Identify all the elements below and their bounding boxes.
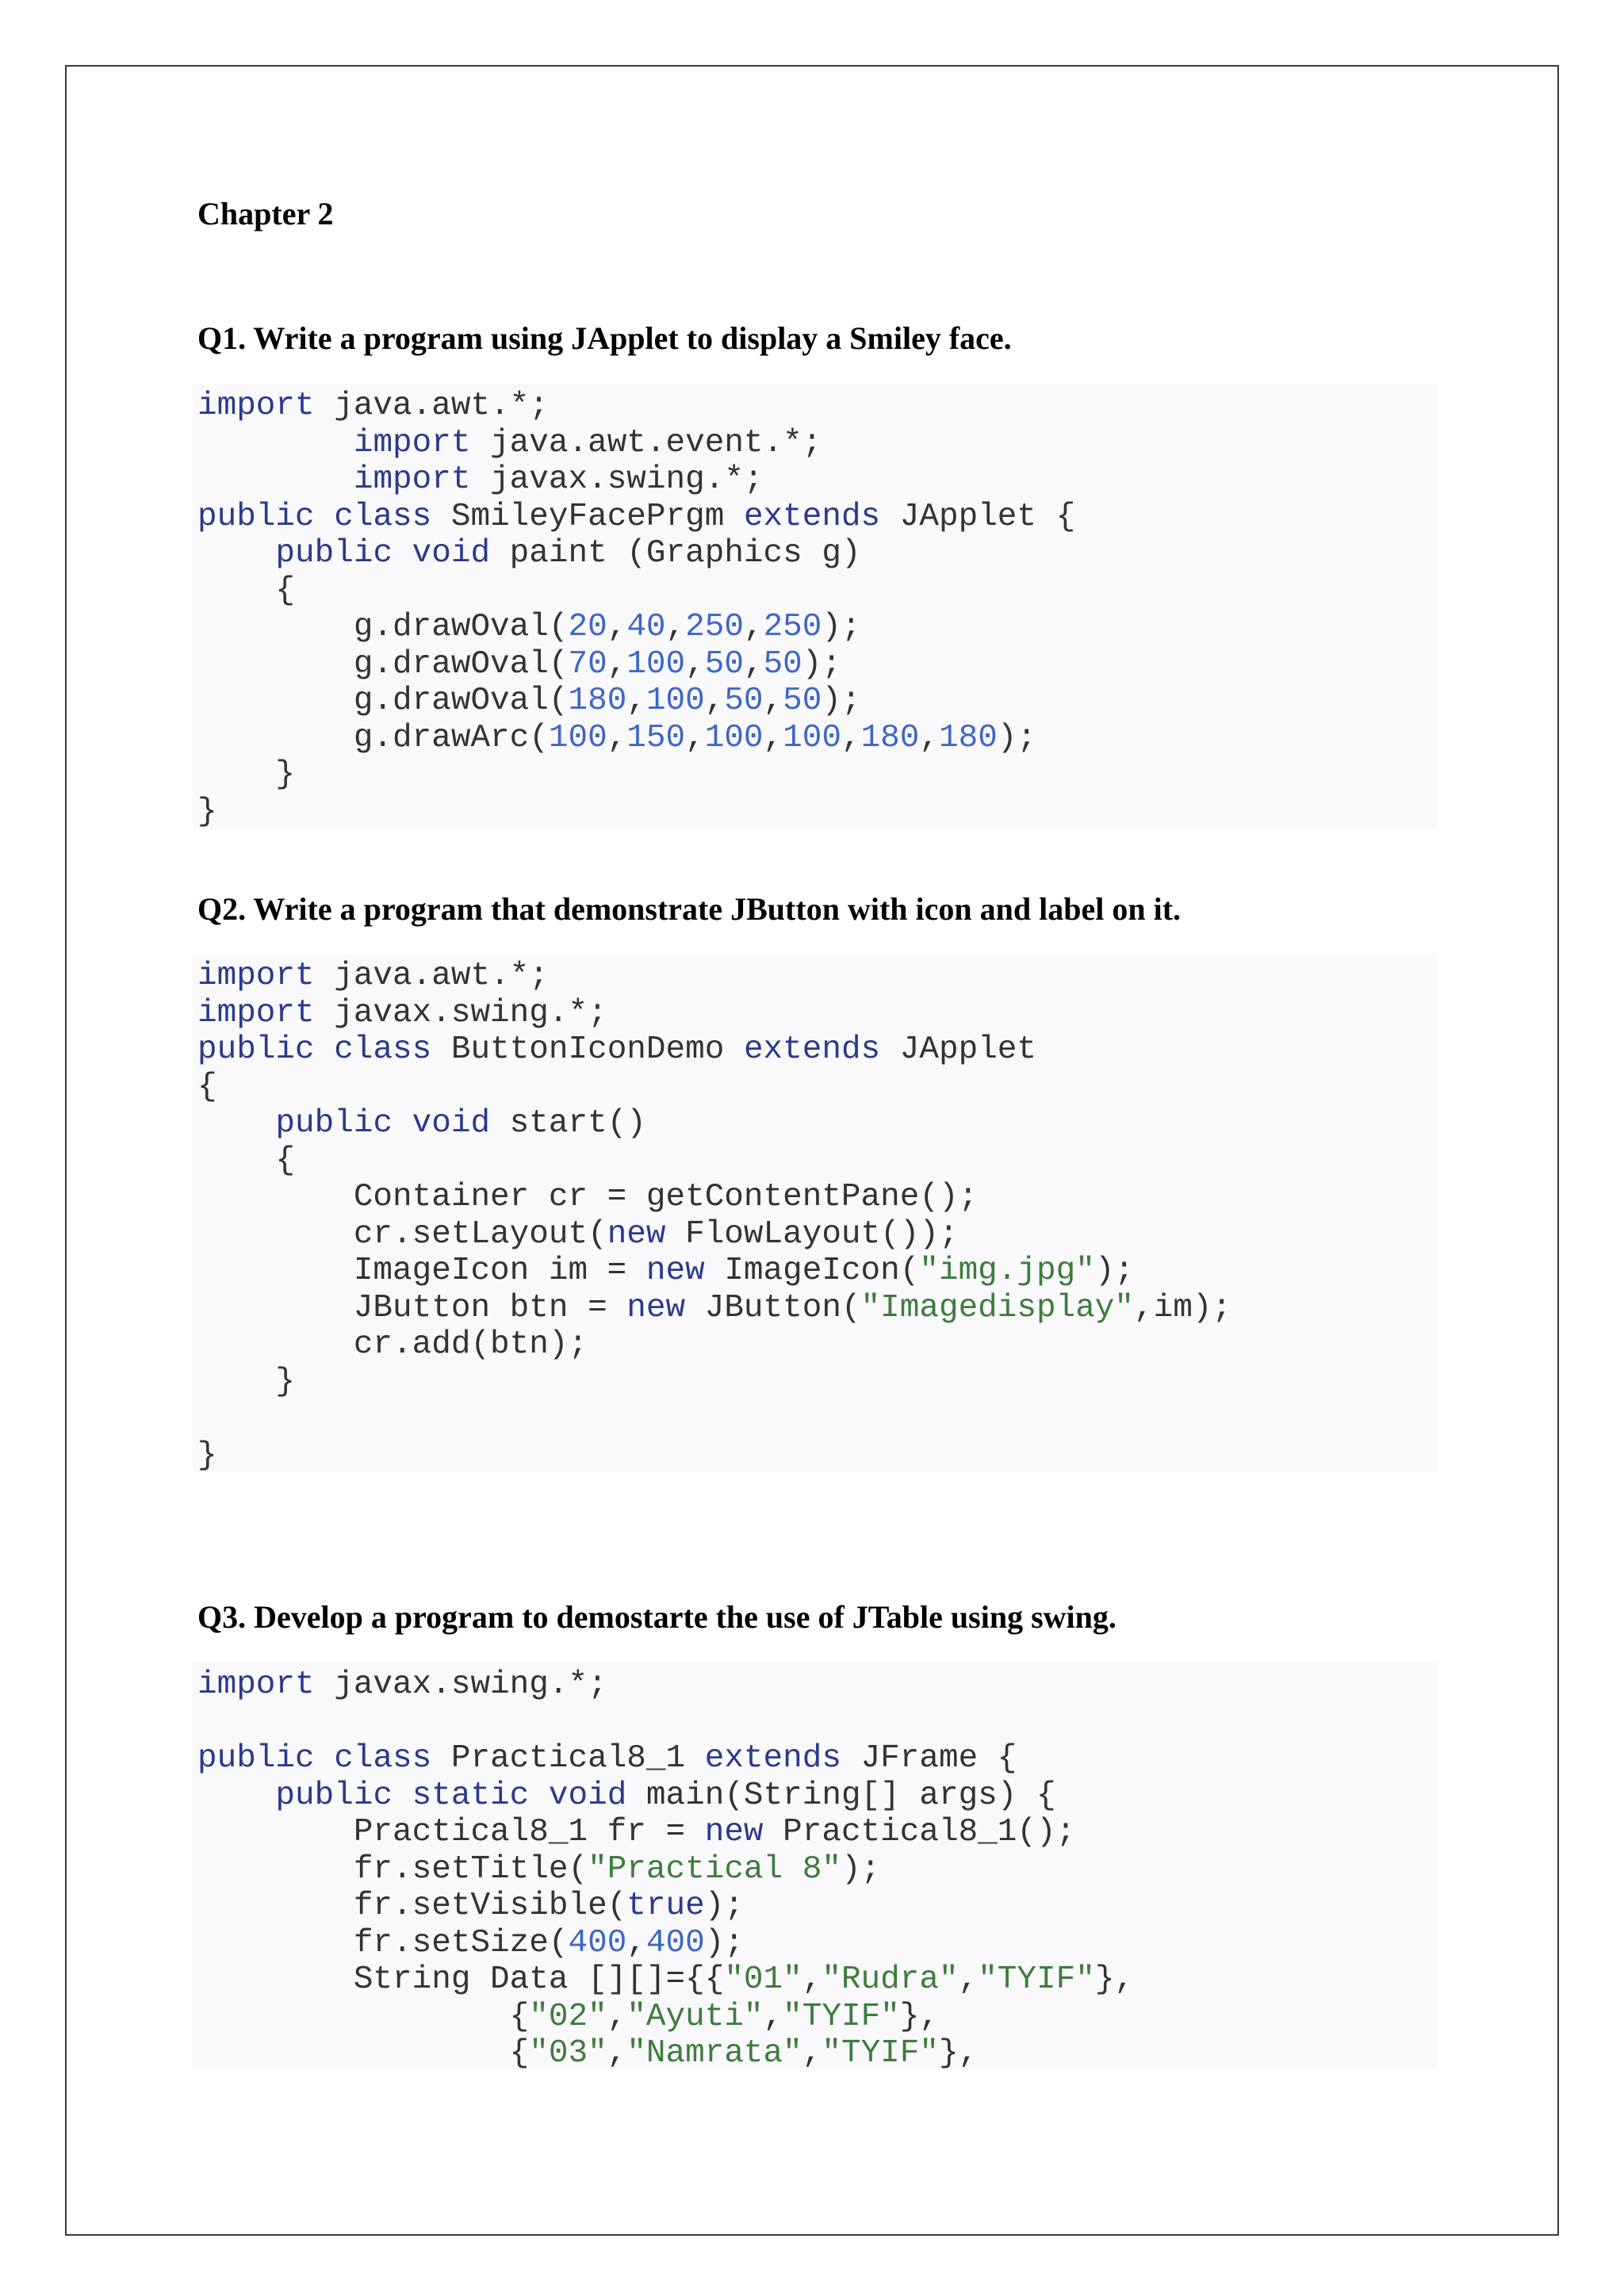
code-block-q2	[193, 954, 1438, 1472]
chapter-title: Chapter 2	[197, 196, 334, 232]
code-token	[315, 1740, 335, 1777]
code-token: javax.swing.*;	[314, 994, 607, 1031]
code-token: class	[334, 1031, 432, 1068]
code-token: "Namrata"	[626, 2035, 802, 2070]
code-token: );	[997, 719, 1037, 756]
code-token: ,	[685, 719, 705, 756]
code-token: );	[822, 683, 861, 719]
code-token	[315, 499, 335, 535]
code-token: class	[334, 498, 432, 535]
code-token: extends	[704, 1740, 841, 1777]
code-token: 100	[626, 645, 686, 683]
code-line	[197, 958, 1438, 995]
code-token: "Rudra"	[822, 1961, 959, 1998]
code-line	[197, 1179, 1438, 1216]
code-token: }	[197, 1363, 296, 1400]
code-line	[197, 1326, 1438, 1364]
code-token: cr.add(btn);	[197, 1326, 588, 1363]
code-token: );	[704, 1924, 744, 1961]
code-token: ,im);	[1134, 1289, 1232, 1326]
code-token: ,	[802, 1961, 822, 1998]
code-token: 50	[783, 683, 822, 719]
code-token: ,	[763, 719, 783, 756]
code-token: new	[645, 1253, 705, 1289]
code-token: {	[197, 1998, 530, 2035]
code-token: ButtonIconDemo	[431, 1031, 744, 1068]
code-token: );	[1094, 1253, 1135, 1289]
code-line	[197, 1253, 1438, 1290]
code-token	[393, 535, 412, 572]
code-line	[197, 1437, 1438, 1473]
code-token: "01"	[724, 1961, 802, 1998]
code-block-q3	[193, 1663, 1438, 2070]
code-token: extends	[743, 1031, 881, 1068]
code-token: import	[197, 388, 315, 424]
code-line	[197, 1704, 1438, 1741]
code-token: java.awt.event.*;	[470, 424, 822, 461]
code-token: {	[197, 572, 296, 609]
code-token: public	[197, 1740, 315, 1777]
code-line	[197, 388, 1438, 425]
code-token: public	[275, 1105, 393, 1142]
code-token: ,	[626, 1924, 646, 1961]
code-token: fr.setTitle(	[197, 1850, 588, 1888]
code-token: );	[822, 609, 861, 645]
code-token: main(String[] args) {	[626, 1777, 1056, 1814]
code-line	[197, 1814, 1438, 1851]
code-line	[197, 1069, 1438, 1106]
code-token: );	[841, 1850, 881, 1888]
code-token: );	[704, 1888, 744, 1924]
code-token: },	[1094, 1961, 1135, 1998]
code-token: public	[197, 498, 315, 535]
code-token: ,	[607, 1998, 627, 2035]
code-token: new	[704, 1814, 764, 1850]
code-line	[197, 683, 1438, 720]
code-token	[393, 1777, 412, 1814]
code-token: Practical8_1 fr =	[197, 1814, 705, 1850]
code-line	[197, 1961, 1438, 1999]
code-token: },	[899, 1998, 939, 2035]
code-token	[197, 461, 354, 498]
code-token: ,	[607, 609, 627, 645]
code-token: java.awt.*;	[314, 388, 549, 424]
code-line	[197, 1925, 1438, 1962]
code-token: JButton(	[685, 1289, 861, 1326]
code-token: import	[197, 958, 315, 994]
code-line	[197, 1142, 1438, 1180]
code-token: "Ayuti"	[626, 1998, 764, 2035]
code-token: SmileyFacePrgm	[431, 498, 744, 535]
code-token: g.drawOval(	[197, 609, 569, 645]
code-token: 50	[704, 645, 744, 683]
code-line	[197, 461, 1438, 499]
code-block-q1	[193, 384, 1438, 829]
code-token: ,	[665, 609, 686, 645]
code-token: JFrame {	[841, 1740, 1017, 1777]
code-line	[197, 756, 1438, 794]
code-token: 40	[626, 609, 666, 645]
code-line	[197, 646, 1438, 683]
code-token: 20	[568, 609, 607, 645]
code-token: true	[626, 1888, 705, 1924]
code-token: JButton btn =	[197, 1289, 627, 1326]
code-token: void	[548, 1777, 627, 1814]
code-line	[197, 995, 1438, 1032]
code-line	[197, 609, 1438, 646]
code-token: 100	[783, 719, 841, 756]
code-token: import	[353, 424, 471, 461]
code-token: ,	[763, 1998, 783, 2035]
code-token: 50	[724, 683, 764, 719]
code-token: public	[197, 1031, 315, 1068]
question-3-heading: Q3. Develop a program to demostarte the use of JTable using swing.	[197, 1599, 1116, 1635]
code-token: ,	[607, 2035, 627, 2070]
code-token	[197, 1105, 275, 1142]
code-token: "TYIF"	[978, 1961, 1095, 1998]
code-token: void	[412, 535, 491, 572]
code-token: "TYIF"	[822, 2035, 939, 2070]
code-line	[197, 1851, 1438, 1888]
code-token: ,	[958, 1961, 979, 1998]
code-token: import	[197, 994, 315, 1031]
code-line	[197, 572, 1438, 610]
code-token: "TYIF"	[783, 1998, 900, 2035]
code-token: "img.jpg"	[919, 1253, 1095, 1289]
code-token: Practical8_1();	[763, 1814, 1076, 1850]
code-token: g.drawOval(	[197, 683, 569, 719]
code-token: );	[802, 645, 841, 683]
code-line	[197, 1740, 1438, 1777]
code-token: ,	[626, 683, 646, 719]
code-token: g.drawArc(	[197, 719, 549, 756]
code-token: public	[275, 1777, 393, 1814]
code-token: "Practical 8"	[588, 1850, 841, 1888]
code-token: 150	[626, 719, 686, 756]
code-token: {	[197, 1142, 296, 1179]
code-line	[197, 1216, 1438, 1253]
code-token: g.drawOval(	[197, 645, 569, 683]
code-line	[197, 1888, 1438, 1925]
code-token: String Data [][]={{	[197, 1961, 725, 1998]
code-token: start()	[490, 1105, 646, 1142]
code-line	[197, 1290, 1438, 1327]
code-line	[197, 1667, 1438, 1704]
code-line	[197, 794, 1438, 830]
question-2-heading: Q2. Write a program that demonstrate JButton with icon and label on it.	[197, 891, 1182, 927]
code-token: fr.setVisible(	[197, 1888, 627, 1924]
code-token: ,	[685, 645, 705, 683]
code-token	[197, 535, 275, 572]
code-token: fr.setSize(	[197, 1924, 569, 1961]
code-token: void	[412, 1105, 491, 1142]
code-token	[197, 1777, 275, 1814]
code-token: 250	[685, 609, 744, 645]
code-line	[197, 1777, 1438, 1815]
code-token: Practical8_1	[431, 1740, 705, 1777]
code-token: 100	[704, 719, 764, 756]
code-token: }	[197, 793, 217, 829]
code-token	[315, 1031, 335, 1068]
code-token: ,	[841, 719, 861, 756]
code-token: 400	[645, 1924, 705, 1961]
code-token: ,	[763, 683, 783, 719]
code-line	[197, 1105, 1438, 1142]
code-token: new	[626, 1289, 686, 1326]
code-token: 70	[568, 645, 607, 683]
code-line	[197, 1400, 1438, 1437]
code-token: "Imagedisplay"	[860, 1289, 1135, 1326]
code-token: public	[275, 535, 393, 572]
code-token: import	[353, 461, 471, 498]
code-line	[197, 499, 1438, 536]
code-token: JApplet {	[880, 498, 1076, 535]
code-line	[197, 2035, 1438, 2070]
code-token: static	[412, 1777, 530, 1814]
code-token: JApplet	[880, 1031, 1037, 1068]
code-token: java.awt.*;	[314, 958, 549, 994]
code-token: new	[607, 1215, 666, 1253]
code-token: 50	[763, 645, 802, 683]
code-line	[197, 425, 1438, 462]
code-token: cr.setLayout(	[197, 1215, 607, 1253]
code-token: {	[197, 1068, 217, 1105]
code-token: ,	[607, 719, 627, 756]
code-token: },	[938, 2035, 979, 2070]
code-token: ,	[802, 2035, 822, 2070]
code-token: ,	[607, 645, 627, 683]
code-token: ImageIcon im =	[197, 1253, 646, 1289]
code-token: ,	[919, 719, 939, 756]
code-token: 250	[763, 609, 822, 645]
code-token: class	[334, 1740, 432, 1777]
code-token: ,	[704, 683, 725, 719]
code-token: 400	[568, 1924, 627, 1961]
code-token	[197, 425, 354, 461]
code-token: Container cr = getContentPane();	[197, 1179, 979, 1215]
code-token: FlowLayout());	[665, 1215, 959, 1253]
code-token: paint (Graphics g)	[490, 535, 861, 572]
code-line	[197, 1364, 1438, 1401]
code-token: javax.swing.*;	[470, 461, 764, 498]
code-token: 180	[938, 719, 998, 756]
code-token: 100	[548, 719, 607, 756]
question-1-heading: Q1. Write a program using JApplet to display a Smiley face.	[197, 320, 1012, 356]
code-token: ,	[743, 609, 764, 645]
code-token: "02"	[529, 1998, 607, 2035]
code-token	[529, 1777, 549, 1814]
code-token: {	[197, 2035, 530, 2070]
code-token: 180	[860, 719, 920, 756]
code-token: }	[197, 1437, 217, 1472]
code-line	[197, 1999, 1438, 2036]
code-line	[197, 1031, 1438, 1069]
code-token	[393, 1105, 412, 1142]
code-line	[197, 535, 1438, 572]
code-token: javax.swing.*;	[314, 1667, 607, 1703]
code-token: ImageIcon(	[704, 1253, 920, 1289]
code-token: 100	[645, 683, 705, 719]
code-token: 180	[568, 683, 627, 719]
code-line	[197, 720, 1438, 757]
code-token: }	[197, 756, 296, 793]
code-token: "03"	[529, 2035, 607, 2070]
code-token: ,	[743, 645, 764, 683]
code-token: extends	[743, 498, 881, 535]
code-token: import	[197, 1667, 315, 1703]
